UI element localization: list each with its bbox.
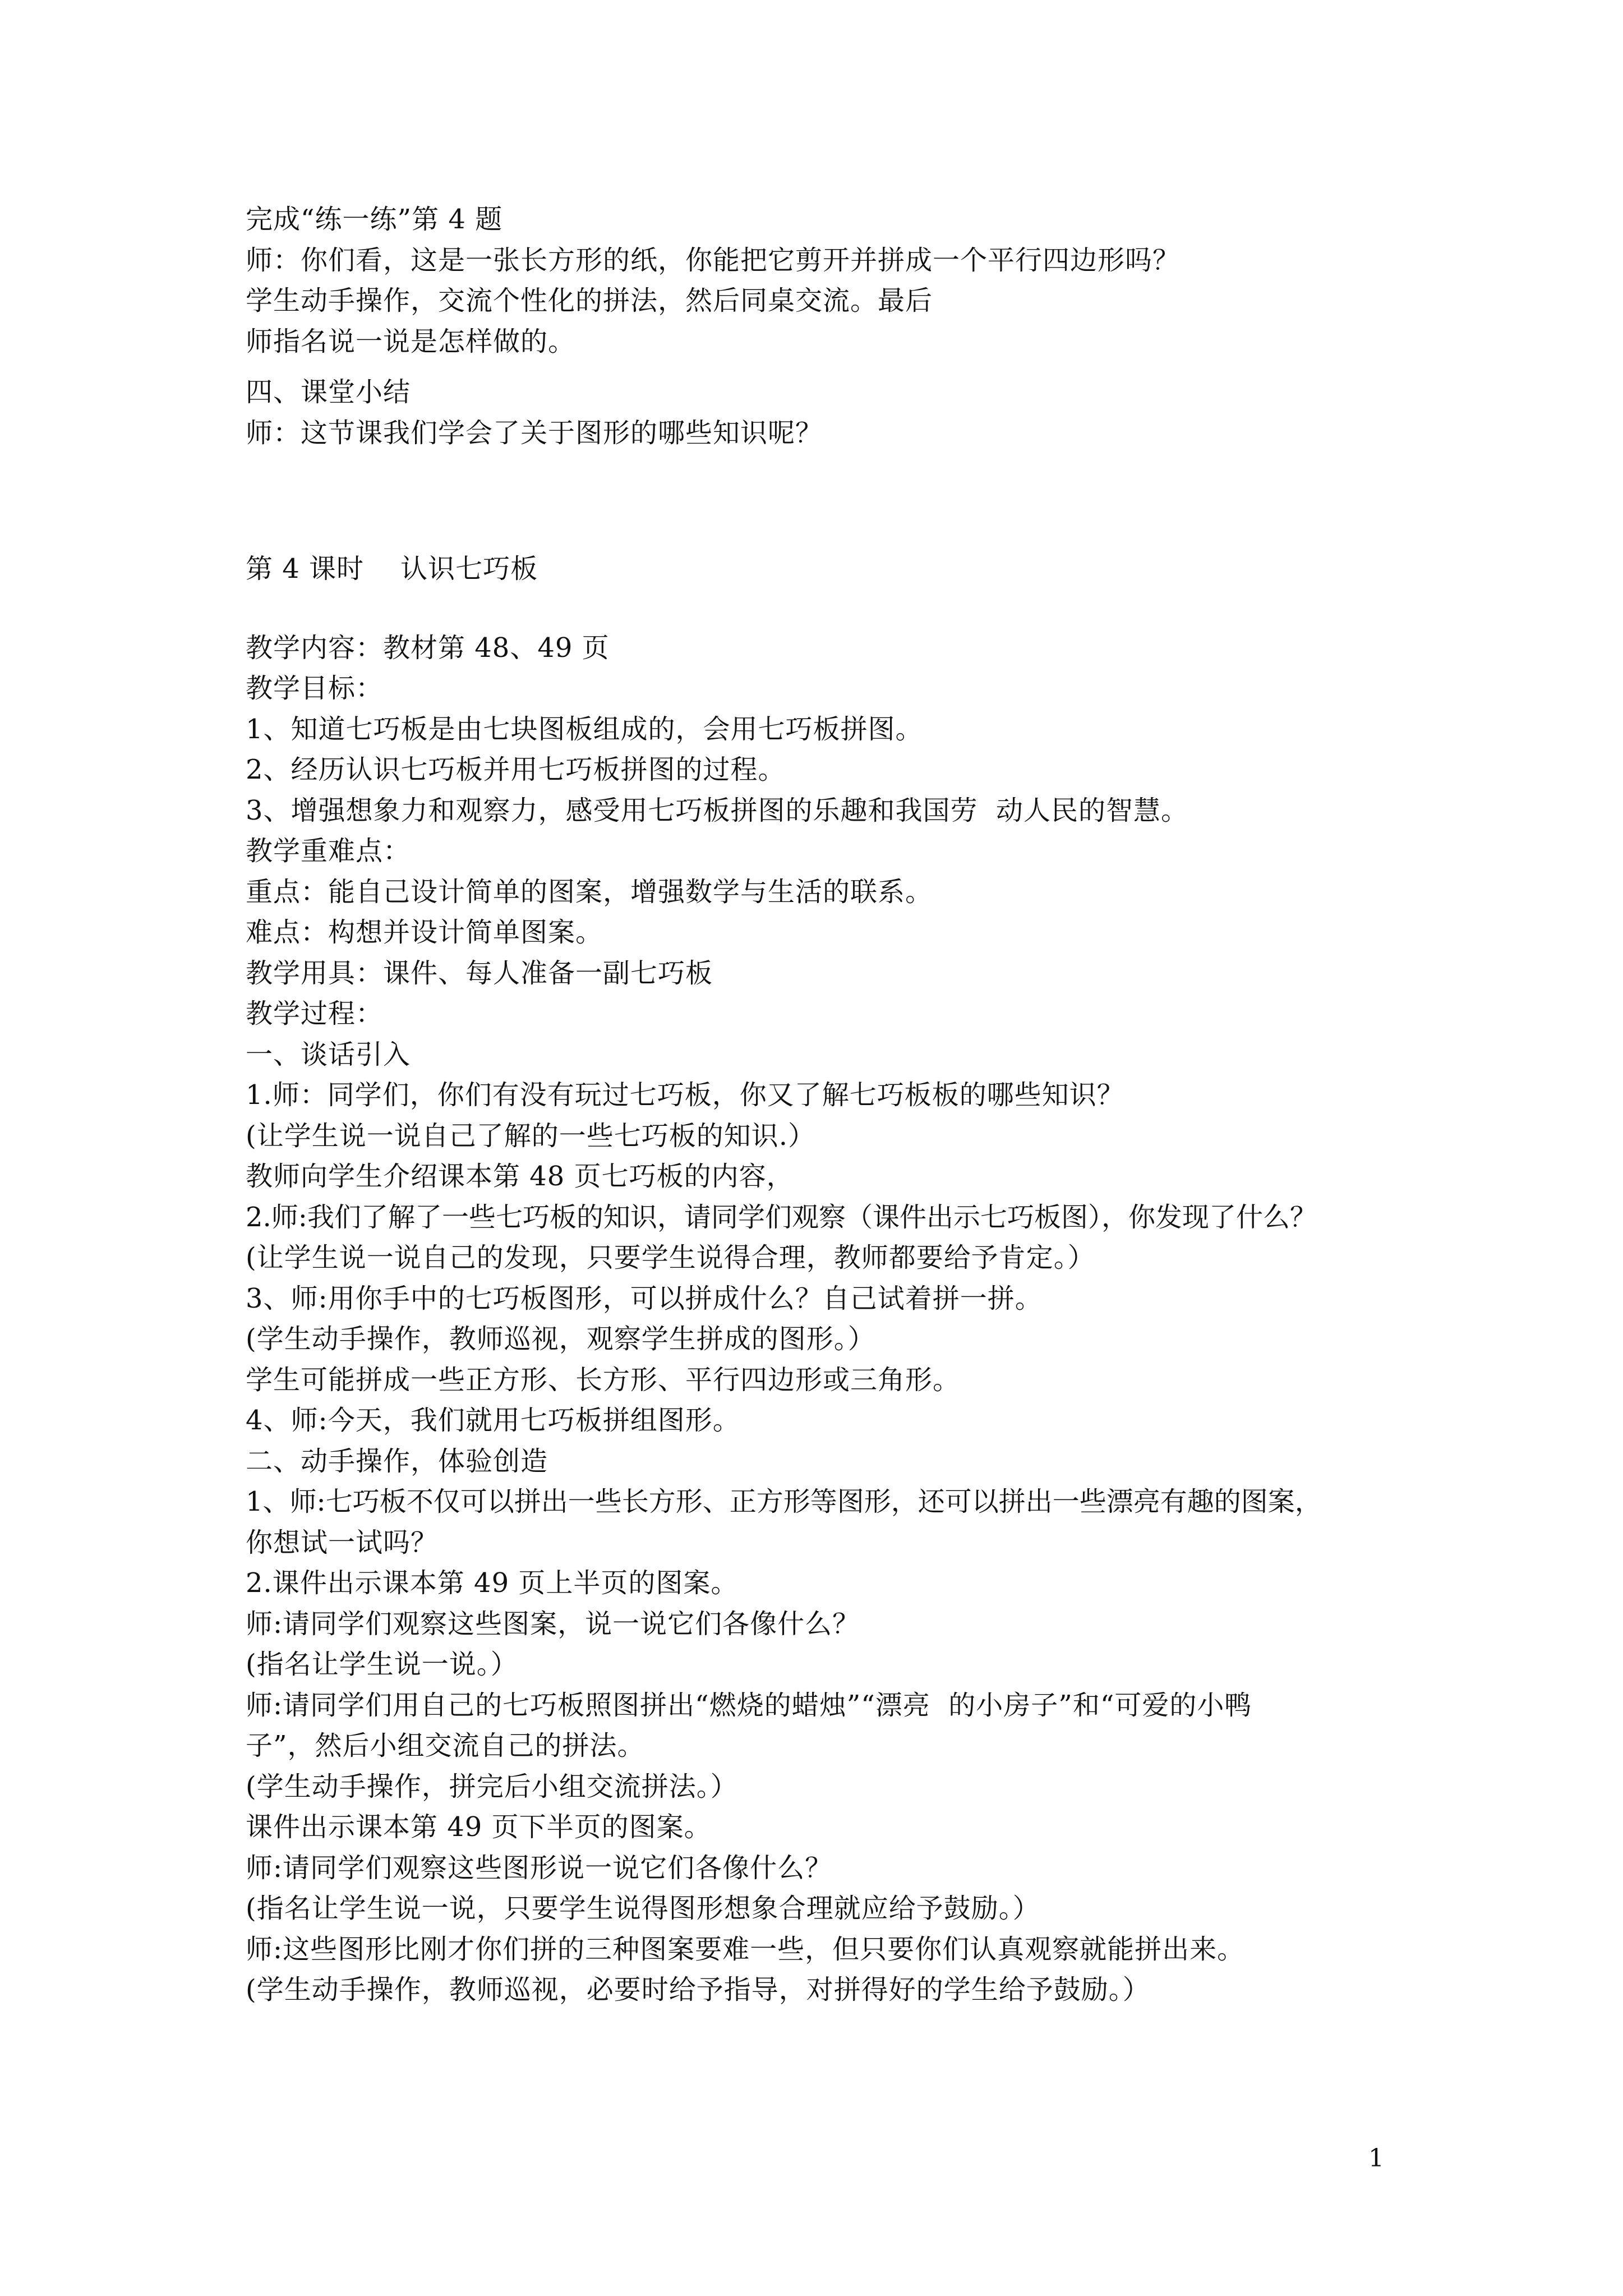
- text-line: 课件出示课本第 49 页下半页的图案。: [246, 1811, 712, 1843]
- text-line: 教学过程：: [246, 998, 384, 1029]
- text-line: 你想试一试吗？: [246, 1526, 439, 1558]
- spacer: [246, 453, 1401, 549]
- text-line: (学生动手操作，拼完后小组交流拼法。）: [246, 1770, 738, 1802]
- text-line: 师:这些图形比刚才你们拼的三种图案要难一些，但只要你们认真观察就能拼出来。: [246, 1933, 1245, 1965]
- text-line: 完成“练一练”第 4 题: [246, 204, 503, 235]
- text-line: (让学生说一说自己了解的一些七巧板的知识.）: [246, 1120, 815, 1152]
- lesson-body: [246, 628, 1401, 2010]
- text-line: 2.师:我们了解了一些七巧板的知识，请同学们观察（课件出示七巧板图），你发现了什么？: [246, 1201, 1317, 1233]
- section-heading: 四、课堂小结: [246, 376, 411, 408]
- exercise-section: [246, 199, 1401, 362]
- summary-section: [246, 372, 1401, 453]
- text-line: (让学生说一说自己的发现，只要学生说得合理，教师都要给予肯定。）: [246, 1242, 1095, 1273]
- text-line: 1、知道七巧板是由七块图板组成的，会用七巧板拼图。: [246, 713, 923, 745]
- text-line: 师:请同学们观察这些图案，说一说它们各像什么？: [246, 1608, 860, 1640]
- text-line: 师指名说一说是怎样做的。: [246, 325, 576, 357]
- text-line: 学生动手操作，交流个性化的拼法，然后同桌交流。最后: [246, 285, 933, 316]
- text-line: 师:请同学们观察这些图形说一说它们各像什么？: [246, 1852, 833, 1884]
- text-line: 3、师:用你手中的七巧板图形，可以拼成什么？自己试着拼一拼。: [246, 1282, 1043, 1314]
- text-line: 师：这节课我们学会了关于图形的哪些知识呢？: [246, 417, 823, 449]
- text-line: 师：你们看，这是一张长方形的纸，你能把它剪开并拼成一个平行四边形吗？: [246, 244, 1181, 276]
- page-number: 1: [1368, 2144, 1384, 2173]
- section-heading: 一、谈话引入: [246, 1038, 411, 1070]
- text-line: (学生动手操作，教师巡视，必要时给予指导，对拼得好的学生给予鼓励。）: [246, 1974, 1150, 2005]
- text-line: 重点：能自己设计简单的图案，增强数学与生活的联系。: [246, 876, 933, 908]
- text-line: 子”，然后小组交流自己的拼法。: [246, 1730, 645, 1761]
- text-line: (指名让学生说一说。）: [246, 1649, 518, 1680]
- spacer: [246, 590, 1401, 628]
- text-line: (学生动手操作，教师巡视，观察学生拼成的图形。）: [246, 1323, 875, 1355]
- text-line: 1.师：同学们，你们有没有玩过七巧板，你又了解七巧板板的哪些知识？: [246, 1079, 1124, 1111]
- text-line: 难点：构想并设计简单图案。: [246, 917, 603, 948]
- text-line: 师:请同学们用自己的七巧板照图拼出“燃烧的蜡烛”“漂亮 的小房子”和“可爱的小鸭: [246, 1689, 1252, 1721]
- text-line: 学生可能拼成一些正方形、长方形、平行四边形或三角形。: [246, 1364, 961, 1396]
- document-body: [246, 199, 1401, 2010]
- text-line: 教学用具：课件、每人准备一副七巧板: [246, 957, 713, 989]
- text-line: 4、师:今天，我们就用七巧板拼组图形。: [246, 1405, 740, 1436]
- text-line: 教师向学生介绍课本第 48 页七巧板的内容，: [246, 1161, 794, 1192]
- text-line: 教学重难点：: [246, 835, 411, 867]
- text-line: 2、经历认识七巧板并用七巧板拼图的过程。: [246, 754, 786, 785]
- text-line: (指名让学生说一说，只要学生说得图形想象合理就应给予鼓励。）: [246, 1893, 1040, 1924]
- text-line: 3、增强想象力和观察力，感受用七巧板拼图的乐趣和我国劳 动人民的智慧。: [246, 794, 1189, 826]
- text-line: 教学内容：教材第 48、49 页: [246, 632, 610, 664]
- lesson-title: 第 4 课时 认识七巧板: [246, 553, 538, 585]
- text-line: 教学目标：: [246, 673, 384, 704]
- text-line: 2.课件出示课本第 49 页上半页的图案。: [246, 1567, 739, 1599]
- spacer: [246, 362, 1401, 372]
- section-heading: 二、动手操作，体验创造: [246, 1445, 548, 1477]
- text-line: 1、师:七巧板不仅可以拼出一些长方形、正方形等图形，还可以拼出一些漂亮有趣的图案，: [246, 1486, 1322, 1517]
